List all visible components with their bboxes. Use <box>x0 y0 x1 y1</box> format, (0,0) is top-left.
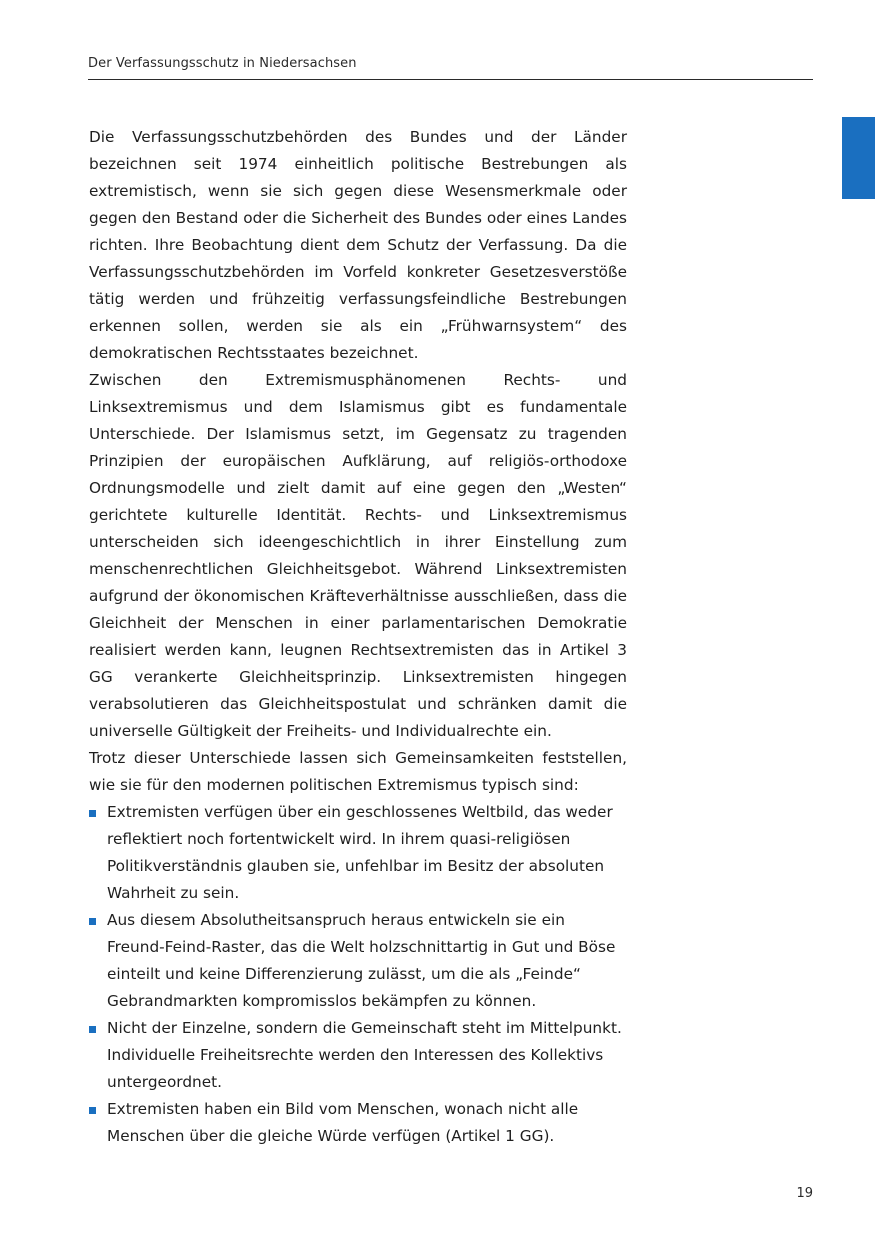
header-divider <box>88 79 813 80</box>
list-item <box>89 907 627 1015</box>
chapter-tab-marker <box>842 117 875 199</box>
list-item <box>89 799 627 907</box>
list-item <box>89 1096 627 1150</box>
list-item-text: Extremisten verfügen über ein geschlossenes Weltbild, das weder reflektiert noch fortentwickelt wird. In ihrem quasi-religiösen Politikverständnis glauben sie, unfehlbar im Besitz der absoluten Wahrheit zu sein. <box>107 803 613 902</box>
square-bullet-icon <box>89 1107 96 1114</box>
list-item-text: Nicht der Einzelne, sondern die Gemeinschaft steht im Mittelpunkt. Individuelle Freiheitsrechte werden den Interessen des Kollektivs untergeordnet. <box>107 1019 622 1091</box>
running-header: Der Verfassungsschutz in Niedersachsen <box>88 56 357 71</box>
list-item <box>89 1015 627 1096</box>
square-bullet-icon <box>89 810 96 817</box>
paragraph-common-features-intro: Trotz dieser Unterschiede lassen sich Gemeinsamkeiten feststellen, wie sie für den modernen politischen Extremismus typisch sind: <box>89 749 627 794</box>
list-item-text: Extremisten haben ein Bild vom Menschen, wonach nicht alle Menschen über die gleiche Würde verfügen (Artikel 1 GG). <box>107 1100 579 1145</box>
square-bullet-icon <box>89 918 96 925</box>
paragraph-extremism-definition: Die Verfassungsschutzbehörden des Bundes und der Länder bezeichnen seit 1974 einheitlich politische Bestrebungen als extremistisch, wenn sie sich gegen diese Wesensmerkmale oder gegen den Bestand oder die Sicherheit des Bundes oder eines Landes richten. Ihre Beobachtung dient dem Schutz der Verfassung. Da die Verfassungsschutzbehörden im Vorfeld konkreter Gesetzesverstöße tätig werden und frühzeitig verfassungsfeindliche Bestrebungen erkennen sollen, werden sie als ein „Frühwarnsystem“ des demokratischen Rechtsstaates bezeichnet. <box>89 128 627 362</box>
square-bullet-icon <box>89 1026 96 1033</box>
common-features-list <box>89 799 627 1150</box>
main-text-column <box>89 124 627 1150</box>
page-number: 19 <box>796 1186 813 1201</box>
paragraph-extremism-differences: Zwischen den Extremismusphänomenen Rechts- und Linksextremismus und dem Islamismus gibt es fundamentale Unterschiede. Der Islamismus setzt, im Gegensatz zu tragenden Prinzipien der europäischen Aufklärung, auf religiös-orthodoxe Ordnungsmodelle und zielt damit auf eine gegen den „Westen“ gerichtete kulturelle Identität. Rechts- und Linksextremismus unterscheiden sich ideengeschichtlich in ihrer Einstellung zum menschenrechtlichen Gleichheitsgebot. Während Linksextremisten aufgrund der ökonomischen Kräfteverhältnisse ausschließen, dass die Gleichheit der Menschen in einer parlamentarischen Demokratie realisiert werden kann, leugnen Rechtsextremisten das in Artikel 3 GG verankerte Gleichheitsprinzip. Linksextremisten hingegen verabsolutieren das Gleichheitspostulat und schränken damit die universelle Gültigkeit der Freiheits- und Individualrechte ein. <box>89 371 627 740</box>
list-item-text: Aus diesem Absolutheitsanspruch heraus entwickeln sie ein Freund-Feind-Raster, das die Welt holzschnittartig in Gut und Böse einteilt und keine Differenzierung zulässt, um die als „Feinde“ Gebrandmarkten kompromisslos bekämpfen zu können. <box>107 911 616 1010</box>
